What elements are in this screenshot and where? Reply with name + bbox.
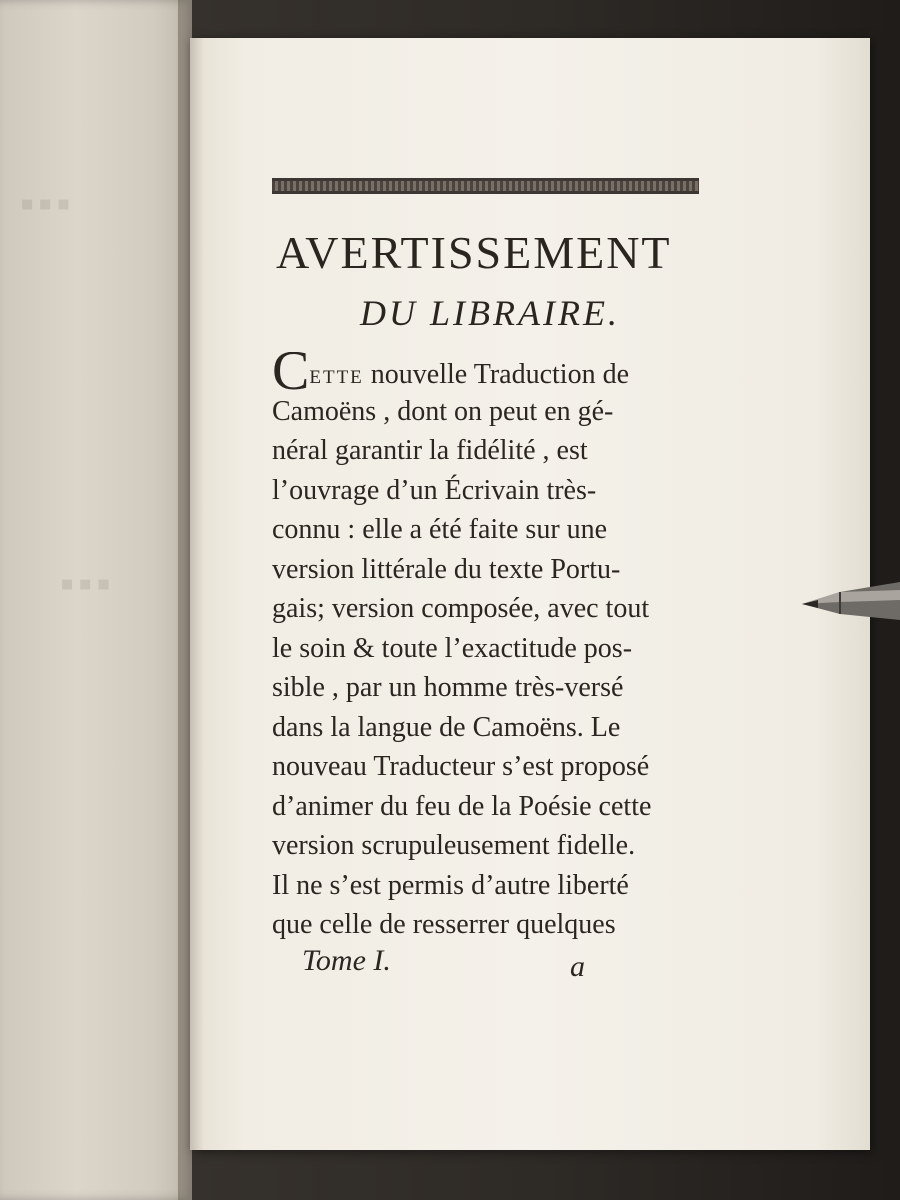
body-text [272,352,692,945]
signature-mark: a [570,950,585,983]
text-line: d’animer du feu de la Poésie cette [272,790,652,822]
line-text: nouvelle Traduction de [363,359,629,390]
text-line: l’ouvrage d’un Écrivain très- [272,474,597,506]
text-line: que celle de resserrer quelques [272,909,616,940]
pen-pointer-icon [800,578,900,624]
text-line: Camoëns , dont on peut en gé- [272,395,614,427]
text-line: version scrupuleusement fidelle. [272,830,636,861]
bleed-through-text: ▪▪▪ [60,561,115,606]
ornamental-rule [272,178,699,194]
text-line: le soin & toute l’exactitude pos- [272,632,633,664]
text-line: Il ne s’est permis d’autre liberté [272,869,629,901]
page-title: AVERTISSEMENT [276,227,672,278]
signature-tome: Tome I. [302,944,391,977]
text-line: dans la langue de Camoëns. Le [272,711,621,743]
page-subtitle: DU LIBRAIRE. [360,293,620,333]
book-gutter [178,0,204,1200]
text-line: connu : elle a été faite sur une [272,514,608,545]
text-line: version littérale du texte Portu- [272,553,621,585]
text-line: gais; version composée, avec tout [272,593,650,624]
bleed-through-text: ▪▪▪ [20,181,75,226]
drop-cap: C [272,352,310,392]
first-word-rest: ETTE [309,367,364,388]
text-line: sible , par un homme très-versé [272,672,624,703]
left-page [0,0,192,1200]
text-line: nouveau Traducteur s’est proposé [272,751,650,782]
text-line [272,352,692,392]
text-line: néral garantir la fidélité , est [272,435,588,466]
